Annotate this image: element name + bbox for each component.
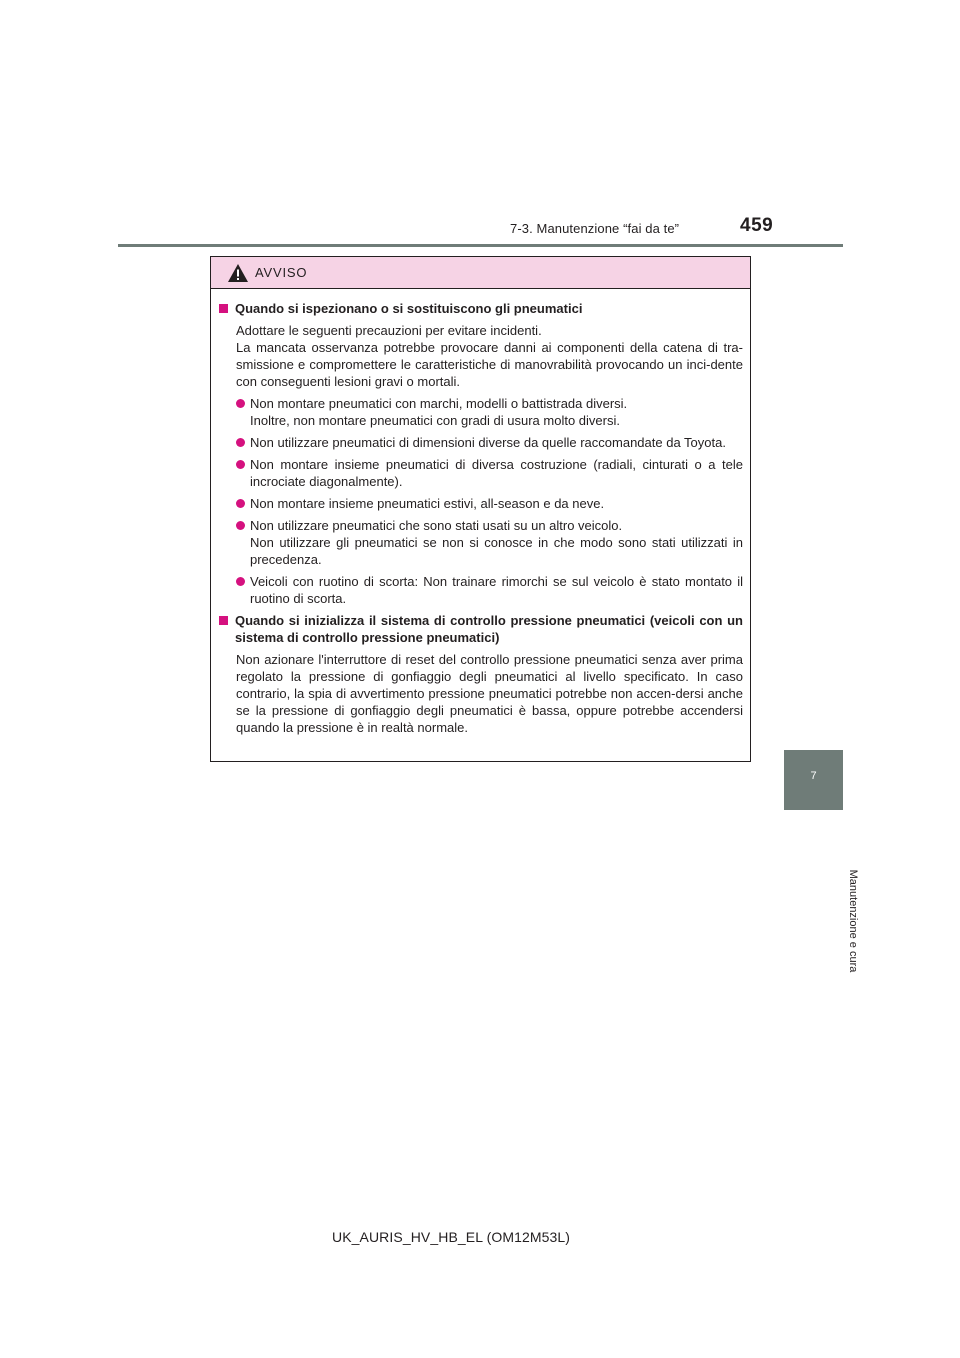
section-heading: Quando si inizializza il sistema di controllo pressione pneumatici (veicoli con un sistema di controllo pressione pneumatici) [219, 612, 743, 646]
warning-section [219, 300, 743, 607]
square-bullet-icon [219, 616, 228, 625]
warning-box [210, 256, 751, 762]
square-bullet-icon [219, 304, 228, 313]
round-bullet-icon [236, 577, 245, 586]
chapter-number: 7 [810, 770, 817, 782]
section-breadcrumb: 7-3. Manutenzione “fai da te” [510, 221, 680, 236]
warning-header [211, 257, 750, 289]
chapter-title: Manutenzione e cura [847, 869, 859, 973]
round-bullet-icon [236, 460, 245, 469]
section-intro: Adottare le seguenti precauzioni per evitare incidenti. La mancata osservanza potrebbe provocare danni ai componenti della catena di tra-smissione e compromettere le caratteristiche di manovrabilità provocando un inci-dente con conseguenti lesioni gravi o mortali. [236, 323, 743, 389]
page-number: 459 [740, 215, 774, 236]
warning-body [211, 289, 750, 736]
round-bullet-icon [236, 399, 245, 408]
section-body: Non azionare l'interruttore di reset del controllo pressione pneumatici senza aver prima regolato la pressione di gonfiaggio degli pneumatici al livello specificato. In caso contrario, la spia di avvertimento pressione pneumatici potrebbe non accen-dersi anche se la pressione di gonfiaggio degli pneumatici è bassa, oppure potrebbe accendersi quando la pressione è in realtà normale. [236, 652, 743, 735]
round-bullet-icon [236, 438, 245, 447]
list-item: Non utilizzare pneumatici che sono stati usati su un altro veicolo. Non utilizzare gli pneumatici se non si conosce in che modo sono stati utilizzati in precedenza. [219, 517, 743, 568]
list-item: Veicoli con ruotino di scorta: Non trainare rimorchi se sul veicolo è stato montato il ruotino di scorta. [219, 573, 743, 607]
list-item: Non montare pneumatici con marchi, modelli o battistrada diversi. Inoltre, non montare pneumatici con gradi di usura molto diversi. [219, 395, 743, 429]
list-item: Non montare insieme pneumatici estivi, all-season e da neve. [219, 495, 743, 512]
document-id: UK_AURIS_HV_HB_EL (OM12M53L) [332, 1229, 571, 1245]
header-divider [118, 244, 843, 247]
round-bullet-icon [236, 499, 245, 508]
list-item: Non montare insieme pneumatici di diversa costruzione (radiali, cinturati o a tele incrociate diagonalmente). [219, 456, 743, 490]
warning-section [219, 612, 743, 736]
chapter-tab [784, 750, 843, 810]
warning-title: AVVISO [255, 265, 308, 280]
round-bullet-icon [236, 521, 245, 530]
section-heading: Quando si ispezionano o si sostituiscono gli pneumatici [219, 300, 743, 317]
list-item: Non utilizzare pneumatici di dimensioni diverse da quelle raccomandate da Toyota. [219, 434, 743, 451]
warning-triangle-icon [227, 263, 249, 283]
